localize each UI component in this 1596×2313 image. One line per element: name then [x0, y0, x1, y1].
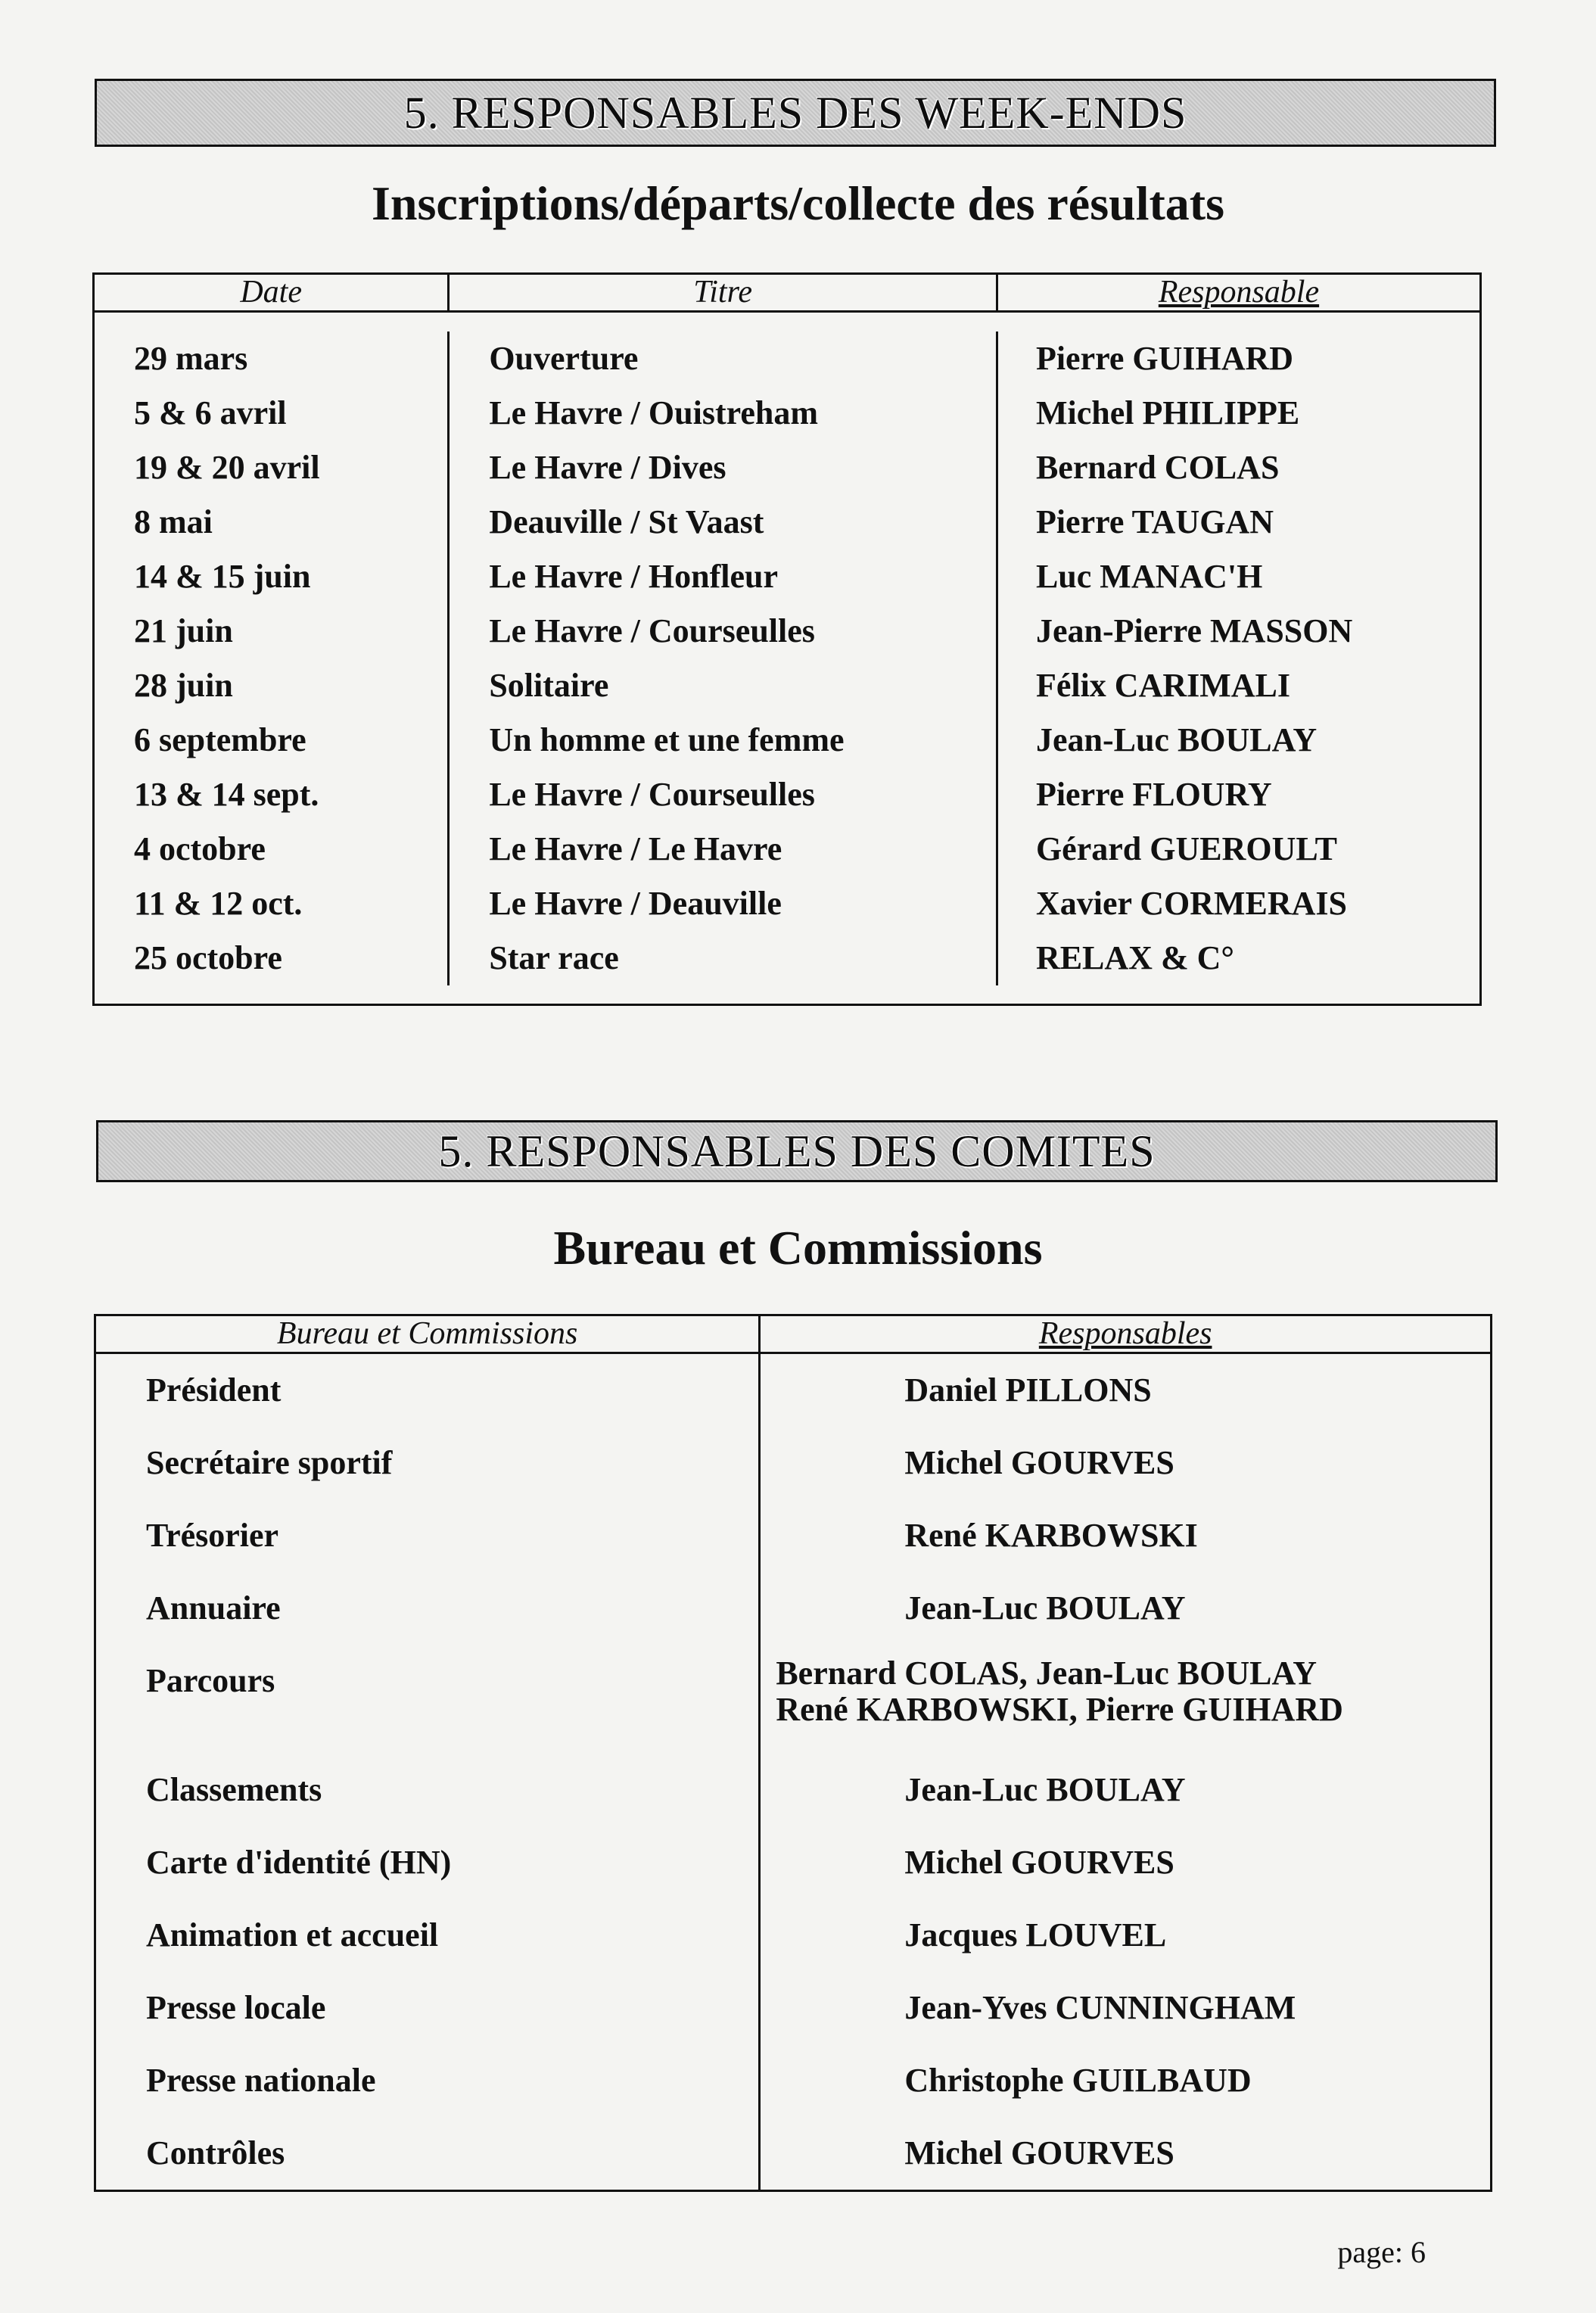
date-cell: 8 mai — [94, 495, 449, 549]
responsable-cell: Michel GOURVES — [760, 2117, 1492, 2191]
titre-cell: Un homme et une femme — [449, 713, 997, 767]
responsable-cell: Gérard GUEROULT — [997, 822, 1480, 876]
role-cell: Annuaire — [95, 1572, 760, 1645]
table-row — [94, 658, 1481, 713]
role-cell: Trésorier — [95, 1499, 760, 1572]
date-cell: 28 juin — [94, 658, 449, 713]
responsable-cell: Michel GOURVES — [760, 1826, 1492, 1899]
responsable-cell: Bernard COLAS — [997, 440, 1480, 495]
table-row — [95, 1972, 1492, 2044]
table-row — [94, 386, 1481, 440]
weekends-header-row — [94, 274, 1481, 312]
header-date: Date — [94, 274, 449, 312]
date-cell: 21 juin — [94, 604, 449, 658]
date-cell: 11 & 12 oct. — [94, 876, 449, 931]
date-cell: 19 & 20 avril — [94, 440, 449, 495]
role-cell: Contrôles — [95, 2117, 760, 2191]
table-row — [95, 1826, 1492, 1899]
table-row — [95, 1427, 1492, 1499]
weekends-banner — [95, 79, 1496, 147]
titre-cell: Star race — [449, 931, 997, 985]
table-row — [94, 876, 1481, 931]
role-cell: Carte d'identité (HN) — [95, 1826, 760, 1899]
date-cell: 14 & 15 juin — [94, 549, 449, 604]
responsable-cell: Jean-Luc BOULAY — [760, 1572, 1492, 1645]
table-row — [95, 2044, 1492, 2117]
header-bureau: Bureau et Commissions — [95, 1315, 760, 1353]
table-row — [94, 332, 1481, 386]
responsable-cell: Jean-Luc BOULAY — [997, 713, 1480, 767]
responsable-cell: Michel GOURVES — [760, 1427, 1492, 1499]
role-cell: Parcours — [95, 1645, 760, 1754]
titre-cell: Le Havre / Deauville — [449, 876, 997, 931]
header-titre: Titre — [449, 274, 997, 312]
responsable-cell: Luc MANAC'H — [997, 549, 1480, 604]
comites-header-row — [95, 1315, 1492, 1353]
titre-cell: Solitaire — [449, 658, 997, 713]
table-row — [95, 1572, 1492, 1645]
responsable-line: Bernard COLAS, Jean-Luc BOULAY — [776, 1655, 1317, 1692]
comites-subtitle: Bureau et Commissions — [553, 1221, 1043, 1275]
role-cell: Classements — [95, 1754, 760, 1826]
table-row — [95, 1353, 1492, 1427]
date-cell: 25 octobre — [94, 931, 449, 985]
table-row — [94, 549, 1481, 604]
responsable-cell: Jean-Luc BOULAY — [760, 1754, 1492, 1826]
responsable-cell: Michel PHILIPPE — [997, 386, 1480, 440]
date-cell: 6 septembre — [94, 713, 449, 767]
titre-cell: Ouverture — [449, 332, 997, 386]
table-row — [94, 604, 1481, 658]
titre-cell: Le Havre / Courseulles — [449, 767, 997, 822]
titre-cell: Le Havre / Le Havre — [449, 822, 997, 876]
date-cell: 5 & 6 avril — [94, 386, 449, 440]
table-row — [94, 495, 1481, 549]
table-row — [94, 713, 1481, 767]
responsable-cell-multi — [760, 1645, 1492, 1754]
responsable-cell: Jacques LOUVEL — [760, 1899, 1492, 1972]
titre-cell: Le Havre / Honfleur — [449, 549, 997, 604]
comites-banner — [96, 1120, 1498, 1182]
role-cell: Animation et accueil — [95, 1899, 760, 1972]
date-cell: 13 & 14 sept. — [94, 767, 449, 822]
header-responsable: Responsable — [997, 274, 1480, 312]
table-row — [95, 1499, 1492, 1572]
responsable-cell: Jean-Pierre MASSON — [997, 604, 1480, 658]
table-row — [95, 1645, 1492, 1754]
role-cell: Secrétaire sportif — [95, 1427, 760, 1499]
responsable-cell: Félix CARIMALI — [997, 658, 1480, 713]
titre-cell: Le Havre / Ouistreham — [449, 386, 997, 440]
table-row — [94, 822, 1481, 876]
table-row — [95, 1754, 1492, 1826]
date-cell: 29 mars — [94, 332, 449, 386]
titre-cell: Le Havre / Dives — [449, 440, 997, 495]
comites-banner-title: 5. RESPONSABLES DES COMITES — [438, 1125, 1156, 1176]
weekends-subtitle: Inscriptions/départs/collecte des résultats — [372, 176, 1224, 230]
responsable-cell: Xavier CORMERAIS — [997, 876, 1480, 931]
table-row — [94, 767, 1481, 822]
weekends-table — [92, 272, 1482, 1006]
responsable-cell: Pierre TAUGAN — [997, 495, 1480, 549]
header-responsables: Responsables — [760, 1315, 1492, 1353]
comites-table — [94, 1314, 1492, 2192]
titre-cell: Deauville / St Vaast — [449, 495, 997, 549]
page-number: page: 6 — [1337, 2235, 1426, 2269]
table-row — [94, 440, 1481, 495]
responsable-cell: Pierre GUIHARD — [997, 332, 1480, 386]
table-row — [95, 2117, 1492, 2191]
responsable-cell: Christophe GUILBAUD — [760, 2044, 1492, 2117]
weekends-banner-title: 5. RESPONSABLES DES WEEK-ENDS — [403, 87, 1187, 138]
role-cell: Président — [95, 1353, 760, 1427]
role-cell: Presse nationale — [95, 2044, 760, 2117]
role-cell: Presse locale — [95, 1972, 760, 2044]
date-cell: 4 octobre — [94, 822, 449, 876]
responsable-cell: René KARBOWSKI — [760, 1499, 1492, 1572]
responsable-line: René KARBOWSKI, Pierre GUIHARD — [776, 1691, 1343, 1728]
responsable-cell: Jean-Yves CUNNINGHAM — [760, 1972, 1492, 2044]
responsable-cell: Daniel PILLONS — [760, 1353, 1492, 1427]
responsable-cell: RELAX & C° — [997, 931, 1480, 985]
table-row — [95, 1899, 1492, 1972]
titre-cell: Le Havre / Courseulles — [449, 604, 997, 658]
responsable-cell: Pierre FLOURY — [997, 767, 1480, 822]
table-row — [94, 931, 1481, 985]
